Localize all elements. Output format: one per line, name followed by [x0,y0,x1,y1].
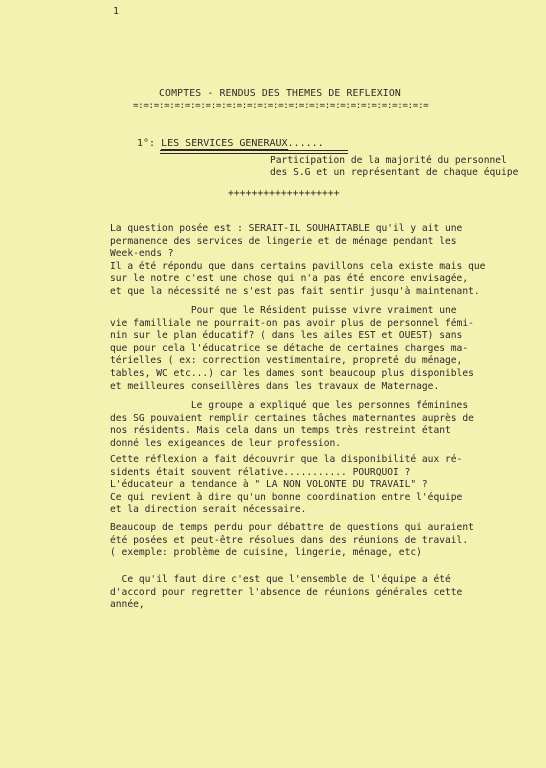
title-decoration: =:=:=:=:=:=:=:=:=:=:=:=:=:=:=:=:=:=:=:=:=:=:=:=:=:=:=:=:= [133,100,429,111]
document-title: COMPTES - RENDUS DES THEMES DE REFLEXION [159,88,401,99]
text-line: La question posée est : SERAIT-IL SOUHAITABLE qu'il y ait une [110,223,463,234]
text-line: ( exemple: problème de cuisine, lingerie, ménage, etc) [110,547,422,559]
section-number: 1°: [137,138,156,149]
text-line: été posées et peut-être résolues dans des réunions de travail. [110,534,469,546]
text-line: sidents était souvent rélative........... POURQUOI ? [110,466,411,478]
paragraph [110,454,540,517]
page-number: 1 [113,6,120,17]
plus-separator: +++++++++++++++++++ [228,188,340,199]
paragraph [110,574,540,612]
section-subtitle-line: des S.G et un représentant de chaque équipe [270,167,519,178]
text-line: tables, WC etc...) car les dames sont beaucoup plus disponibles [110,367,474,379]
section-subtitle-line: Participation de la majorité du personnel [270,155,507,166]
text-line: Le groupe a expliqué que les personnes féminines [110,400,469,411]
text-line: sur le notre c'est une chose qui n'a pas été encore envisagée, [110,273,469,285]
section-heading [137,138,324,151]
text-line: et que la nécessité ne s'est pas fait sentir jusqu'à maintenant. [110,285,480,297]
text-line: L'éducateur a tendance à " LA NON VOLONTE DU TRAVAIL" ? [110,479,428,491]
text-line: Beaucoup de temps perdu pour débattre de questions qui auraient [110,522,474,533]
text-line: que pour cela l'éducatrice se détache de certaines charges ma- [110,342,469,354]
text-line: nin sur le plan éducatif? ( dans les ailes EST et OUEST) sans [110,330,463,342]
text-line: Ce qui revient à dire qu'un bonne coordination entre l'équipe [110,491,463,503]
text-line: d'accord pour regretter l'absence de réunions générales cette [110,586,463,598]
paragraph [110,400,540,450]
text-line: vie familliale ne pourrait-on pas avoir plus de personnel fémi- [110,317,474,329]
text-line: Week-ends ? [110,248,174,260]
paragraph [110,522,540,560]
text-line: et la direction serait nécessaire. [110,504,307,516]
text-line: Cette réflexion a fait découvrir que la disponibilité aux ré- [110,454,463,465]
paragraph [110,223,540,299]
paragraph [110,305,540,393]
text-line: nos résidents. Mais cela dans un temps très restreint étant [110,425,451,437]
text-line: Il a été répondu que dans certains pavillons cela existe mais que [110,260,486,272]
text-line: permanence des services de lingerie et de ménage pendant les [110,235,457,247]
text-line: donné les exigeances de leur profession. [110,437,342,449]
text-line: année, [110,599,145,611]
text-line: et meilleures conseillères dans les travaux de Maternage. [110,380,440,392]
text-line: des SG pouvaient remplir certaines tâches maternantes auprès de [110,412,474,424]
text-line: Ce qu'il faut dire c'est que l'ensemble de l'équipe a été [110,574,451,585]
text-line: Pour que le Résident puisse vivre vraiment une [110,305,457,316]
section-double-underline [160,150,348,154]
section-heading-text: LES SERVICES GENERAUX [161,138,288,149]
text-line: térielles ( ex: correction vestimentaire, propreté du ménage, [110,355,463,367]
section-heading-dots: ...... [287,138,324,149]
